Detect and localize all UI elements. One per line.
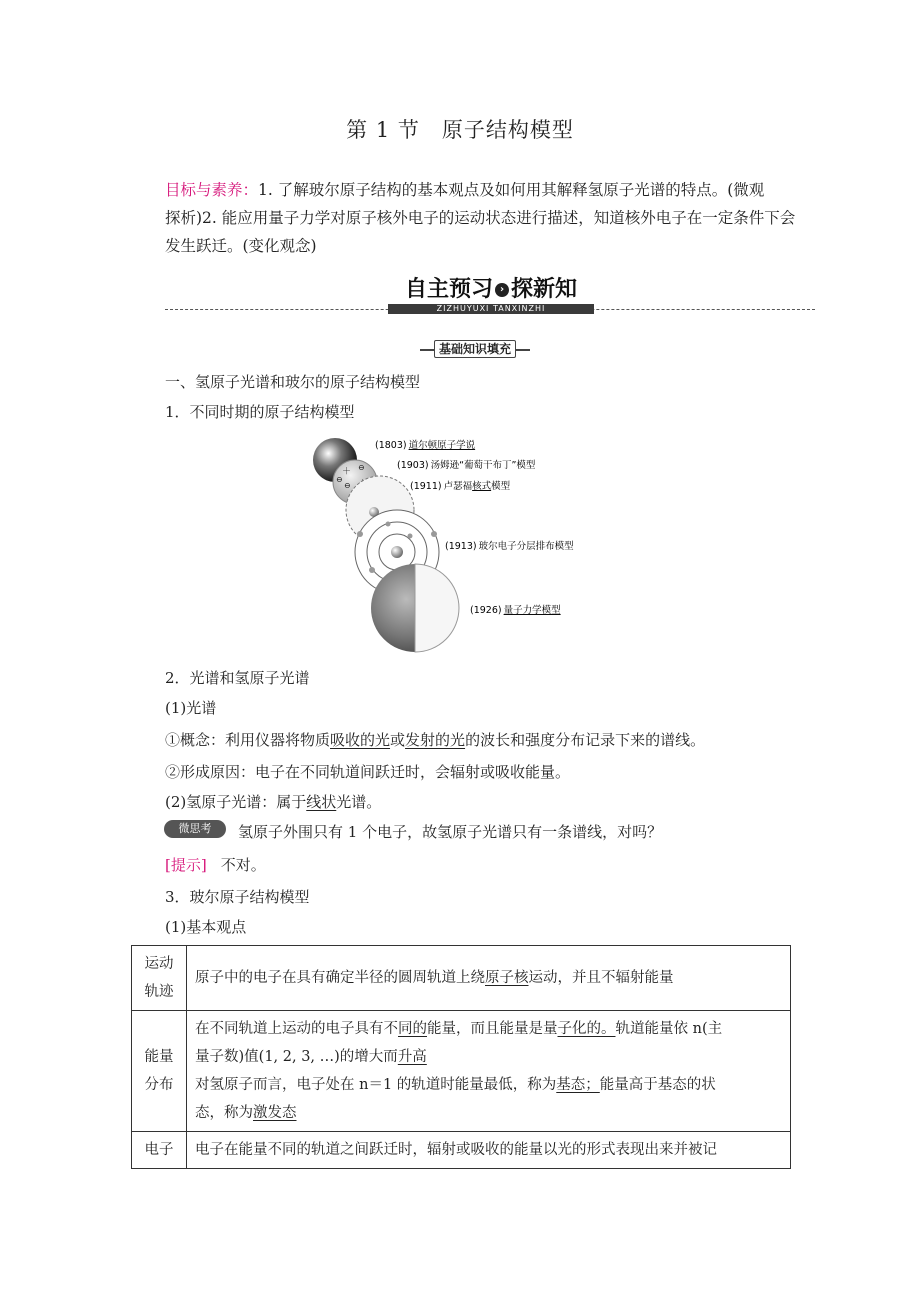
svg-text:⊖: ⊖ (358, 463, 365, 472)
think-badge: 微思考 (164, 820, 226, 838)
cell-text: 轨道能量依 n(主 (615, 1021, 723, 1037)
atom-models-figure (300, 430, 630, 660)
goal-line-1: 1. 了解玻尔原子结构的基本观点及如何用其解释氢原子光谱的特点。(微观 (258, 181, 765, 199)
banner-main-b: 探新知 (511, 277, 578, 302)
cell-text: 电子在能量不同的轨道之间跃迁时，辐射或吸收的能量以光的形式表现出来并被记 (195, 1142, 717, 1158)
table-row (132, 1132, 791, 1169)
bohr-basic-table (131, 945, 791, 1169)
spectrum-concept (165, 729, 705, 750)
cell-text: 对氢原子而言，电子处在 n＝1 的轨道时能量最低，称为 (195, 1077, 557, 1093)
svg-text:＋: ＋ (342, 467, 352, 477)
spectrum-cause: ②形成原因：电子在不同轨道间跃迁时，会辐射或吸收能量。 (165, 763, 571, 781)
cell-text: 在不同轨道上运动的电子具有不 (195, 1021, 398, 1037)
cell-text: 能量高于基态的状 (599, 1077, 716, 1093)
head-line: 运动 (144, 956, 174, 972)
banner-main-a: 自主预习 (404, 277, 493, 302)
table-head-cell (132, 946, 187, 1011)
svg-text:(1903)汤姆逊“葡萄干布丁”模型 (397, 459, 536, 471)
svg-text:(1926)量子力学模型 (470, 604, 561, 616)
model-1911-name-a: 卢瑟福 (443, 481, 473, 492)
concept-text-c: 的波长和强度分布记录下来的谱线。 (465, 731, 706, 749)
model-1803-name: 道尔顿原子学说 (408, 440, 476, 451)
model-1926-year: (1926) (470, 605, 502, 616)
svg-text:⊖: ⊖ (336, 475, 343, 484)
heading-1-3-1: (1)基本观点 (165, 918, 247, 936)
think-question: 氢原子外围只有 1 个电子，故氢原子光谱只有一条谱线，对吗？ (238, 823, 663, 841)
cell-underline: 基态； (556, 1077, 600, 1093)
table-head-cell (132, 1132, 187, 1169)
table-cell (187, 1132, 791, 1169)
model-1926-name: 量子力学模型 (503, 605, 561, 616)
section-tag (408, 340, 542, 356)
heading-1: 一、氢原子光谱和玻尔的原子结构模型 (165, 373, 421, 391)
model-1913-year: (1913) (445, 541, 477, 552)
svg-text:⊖: ⊖ (344, 481, 351, 490)
model-1803-year: (1803) (375, 440, 407, 451)
banner-sub: ZIZHUYUXI TANXINZHI (388, 304, 594, 314)
model-1903-name: 汤姆逊“葡萄干布丁”模型 (430, 460, 536, 471)
cell-underline: 子化的。 (557, 1021, 616, 1037)
concept-text-a: ①概念：利用仪器将物质 (165, 731, 331, 749)
hydrogen-spectrum (165, 791, 381, 812)
cell-underline: 原子核 (485, 970, 529, 986)
heading-1-1: 1．不同时期的原子结构模型 (165, 403, 355, 421)
model-1911-name-u: 核式 (472, 481, 492, 492)
banner-arrow-icon: › (495, 283, 509, 297)
table-head-cell (132, 1011, 187, 1132)
hydrogen-text-a: (2)氢原子光谱：属于 (165, 793, 307, 811)
cell-text: 运动，并且不辐射能量 (528, 970, 674, 986)
cell-text: 态，称为 (195, 1105, 253, 1121)
goal-label: 目标与素养： (165, 181, 259, 199)
cell-underline: 激发态 (253, 1105, 297, 1121)
concept-underline-1: 吸收的光 (330, 731, 391, 749)
head-line: 能量 (144, 1049, 174, 1065)
goal-block (165, 176, 825, 260)
table-cell (187, 946, 791, 1011)
hint-label: [提示] (165, 856, 207, 874)
hint-text: 不对。 (220, 856, 266, 874)
model-1913-name: 玻尔电子分层排布模型 (478, 541, 574, 552)
cell-text: 量子数)值(1, 2, 3, …)的增大而 (195, 1049, 398, 1065)
section-banner (388, 276, 594, 316)
goal-line-3: 发生跃迁。(变化观念) (165, 237, 317, 255)
goal-line-2: 探析)2. 能应用量子力学对原子核外电子的运动状态进行描述，知道核外电子在一定条件下会 (165, 209, 796, 227)
svg-text:(1803)道尔顿原子学说 (375, 439, 476, 451)
heading-1-3: 3．玻尔原子结构模型 (165, 888, 310, 906)
cell-text: 原子中的电子在具有确定半径的圆周轨道上绕 (195, 970, 485, 986)
svg-text:(1911)卢瑟福核式模型 (410, 480, 511, 492)
head-line: 分布 (144, 1077, 174, 1093)
model-1903-year: (1903) (397, 460, 429, 471)
head-line: 电子 (144, 1142, 174, 1158)
model-1911-name-b: 模型 (491, 481, 511, 492)
table-cell (187, 1011, 791, 1132)
cell-underline: 同的 (398, 1021, 427, 1037)
cell-text: 能量，而且能量是量 (427, 1021, 558, 1037)
page-title: 第 1 节 原子结构模型 (346, 118, 574, 142)
quantum-model-sphere (371, 564, 459, 652)
heading-1-2-1: (1)光谱 (165, 699, 217, 717)
hydrogen-text-b: 光谱。 (336, 793, 382, 811)
section-tag-label: 基础知识填充 (434, 340, 516, 358)
table-row (132, 1011, 791, 1132)
svg-text:(1913)玻尔电子分层排布模型 (445, 540, 574, 552)
concept-text-b: 或 (390, 731, 406, 749)
heading-1-2: 2．光谱和氢原子光谱 (165, 669, 310, 687)
model-1911-year: (1911) (410, 481, 442, 492)
table-row (132, 946, 791, 1011)
hydrogen-underline: 线状 (306, 793, 337, 811)
concept-underline-2: 发射的光 (405, 731, 466, 749)
head-line: 轨迹 (144, 984, 174, 1000)
cell-underline: 升高 (397, 1049, 427, 1065)
hint-row (165, 854, 266, 875)
